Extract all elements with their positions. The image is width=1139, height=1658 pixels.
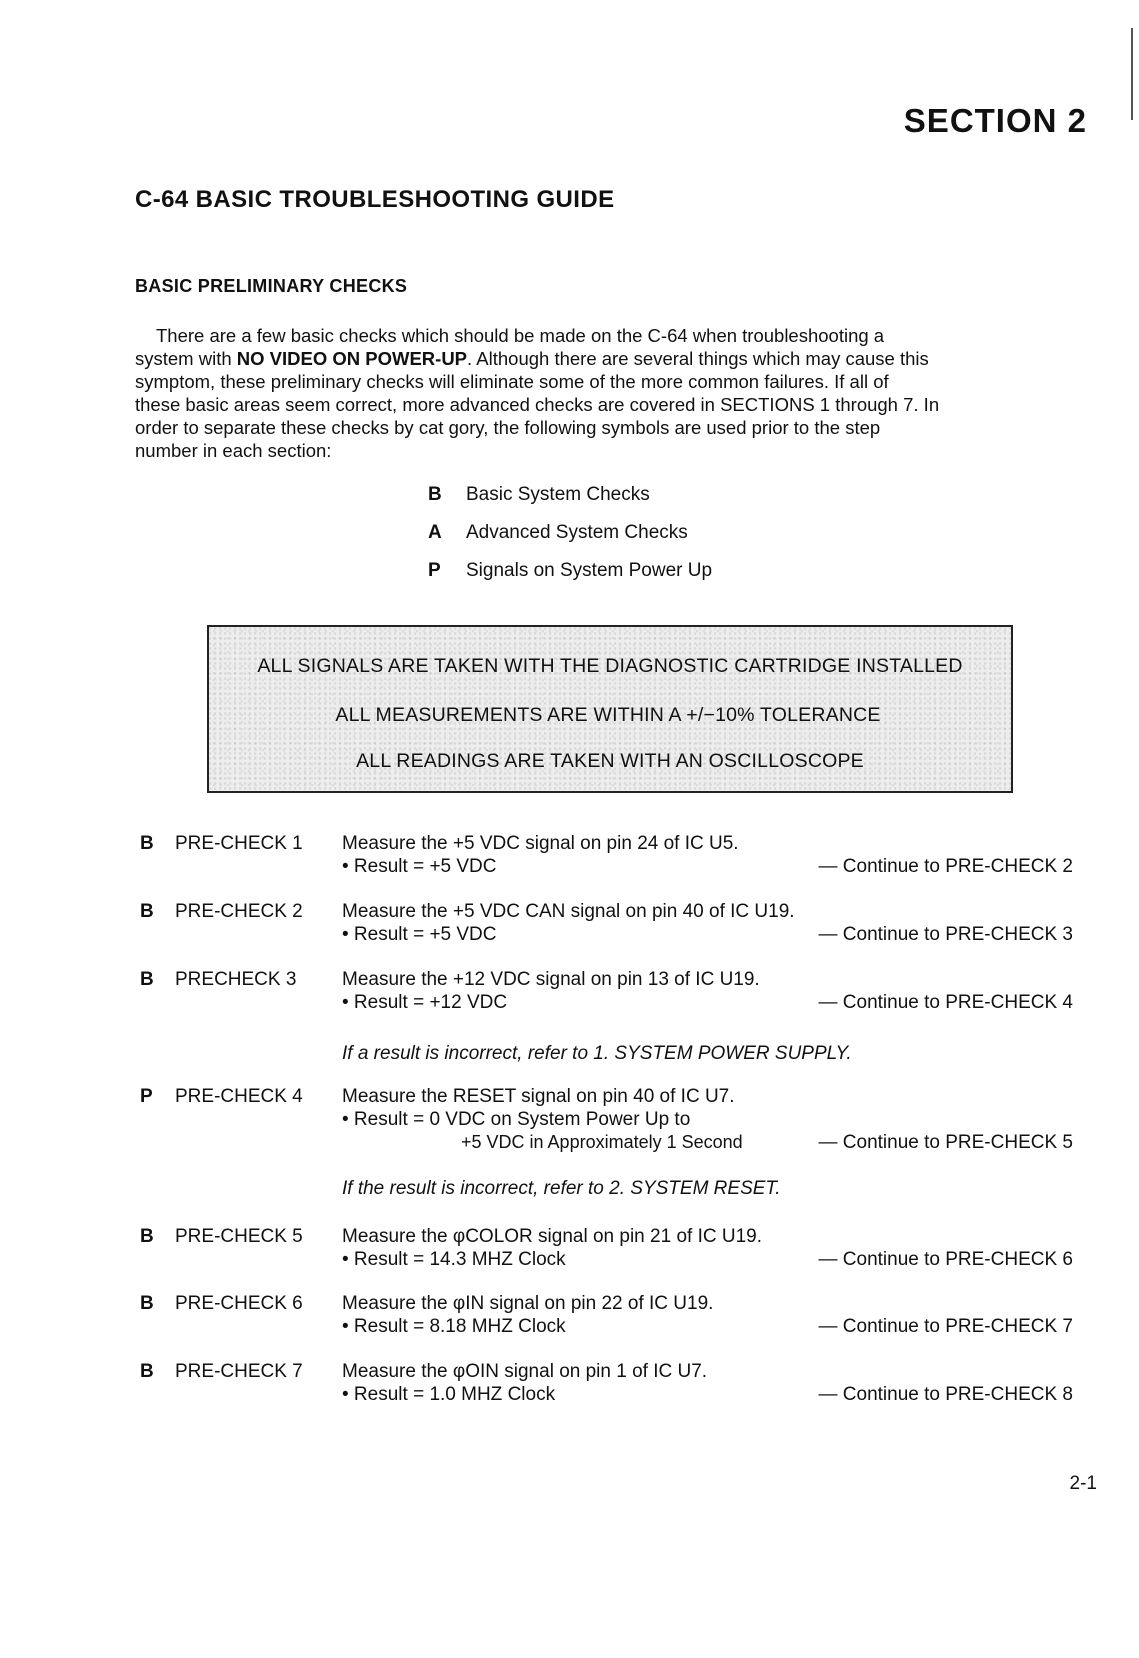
check-type: P [140,1086,153,1107]
note-reset: If the result is incorrect, refer to 2. SYSTEM RESET. [342,1178,781,1199]
check-description: Measure the +12 VDC signal on pin 13 of IC U19. [342,969,760,990]
check-continue: — Continue to PRE-CHECK 8 [818,1384,1073,1405]
legend-symbol: A [428,522,442,543]
intro-line: order to separate these checks by cat gory, the following symbols are used prior to the step [135,417,881,438]
note-power-supply: If a result is incorrect, refer to 1. SYSTEM POWER SUPPLY. [342,1043,852,1064]
section-heading: SECTION 2 [903,102,1087,139]
check-continue: — Continue to PRE-CHECK 6 [818,1249,1073,1270]
check-label: PRE-CHECK 1 [175,833,303,854]
page-edge-line [1131,28,1133,120]
check-description: Measure the φIN signal on pin 22 of IC U19. [342,1293,714,1314]
check-label: PRE-CHECK 7 [175,1361,303,1382]
check-description: Measure the φCOLOR signal on pin 21 of IC U19. [342,1226,762,1247]
check-result: • Result = 1.0 MHZ Clock [342,1384,556,1405]
check-result: • Result = 8.18 MHZ Clock [342,1316,566,1337]
intro-line: number in each section: [135,440,332,461]
legend-symbol: P [428,560,441,581]
legend-text: Basic System Checks [466,484,650,505]
intro-line: symptom, these preliminary checks will eliminate some of the more common failures. If all of [135,371,889,392]
check-result: • Result = +5 VDC [342,924,497,945]
check-type: B [140,901,154,922]
intro-line: There are a few basic checks which should be made on the C-64 when troubleshooting a [156,325,885,346]
check-result-continued: +5 VDC in Approximately 1 Second [461,1132,743,1152]
legend-symbol: B [428,484,442,505]
legend-row [428,484,712,522]
check-description: Measure the +5 VDC CAN signal on pin 40 of IC U19. [342,901,795,922]
check-label: PRECHECK 3 [175,969,297,990]
intro-line: system with NO VIDEO ON POWER-UP. Although there are several things which may cause this [135,348,929,369]
check-type: B [140,1293,154,1314]
check-label: PRE-CHECK 4 [175,1086,303,1107]
check-continue: — Continue to PRE-CHECK 2 [818,856,1073,877]
legend-text: Signals on System Power Up [466,560,713,581]
symbol-legend [428,484,712,598]
intro-line: these basic areas seem correct, more advanced checks are covered in SECTIONS 1 through 7. In [135,394,940,415]
notice-box [207,625,1013,793]
page-number: 2-1 [1069,1473,1097,1494]
check-description: Measure the φOIN signal on pin 1 of IC U7. [342,1361,708,1382]
notice-line: ALL MEASUREMENTS ARE WITHIN A +/−10% TOLERANCE [335,704,881,726]
check-continue: — Continue to PRE-CHECK 3 [818,924,1073,945]
intro-emphasis: NO VIDEO ON POWER-UP [236,348,468,369]
check-label: PRE-CHECK 6 [175,1293,303,1314]
check-continue: — Continue to PRE-CHECK 4 [818,992,1073,1013]
check-result: • Result = +12 VDC [342,992,508,1013]
notice-line: ALL READINGS ARE TAKEN WITH AN OSCILLOSCOPE [356,750,864,772]
check-type: B [140,969,154,990]
check-type: B [140,833,154,854]
guide-title: C-64 BASIC TROUBLESHOOTING GUIDE [135,186,615,213]
check-type: B [140,1226,154,1247]
legend-row [428,522,712,560]
check-result: • Result = +5 VDC [342,856,497,877]
legend-text: Advanced System Checks [466,522,688,543]
check-description: Measure the RESET signal on pin 40 of IC U7. [342,1086,735,1107]
check-result: • Result = 14.3 MHZ Clock [342,1249,566,1270]
notice-line: ALL SIGNALS ARE TAKEN WITH THE DIAGNOSTIC CARTRIDGE INSTALLED [257,655,963,677]
check-type: B [140,1361,154,1382]
check-continue: — Continue to PRE-CHECK 7 [818,1316,1073,1337]
check-description: Measure the +5 VDC signal on pin 24 of IC U5. [342,833,739,854]
sub-heading: BASIC PRELIMINARY CHECKS [135,276,408,296]
legend-row [428,560,712,598]
check-result: • Result = 0 VDC on System Power Up to [342,1109,691,1130]
intro-paragraph [135,324,1080,462]
check-label: PRE-CHECK 5 [175,1226,303,1247]
check-label: PRE-CHECK 2 [175,901,303,922]
check-continue: — Continue to PRE-CHECK 5 [818,1132,1073,1153]
